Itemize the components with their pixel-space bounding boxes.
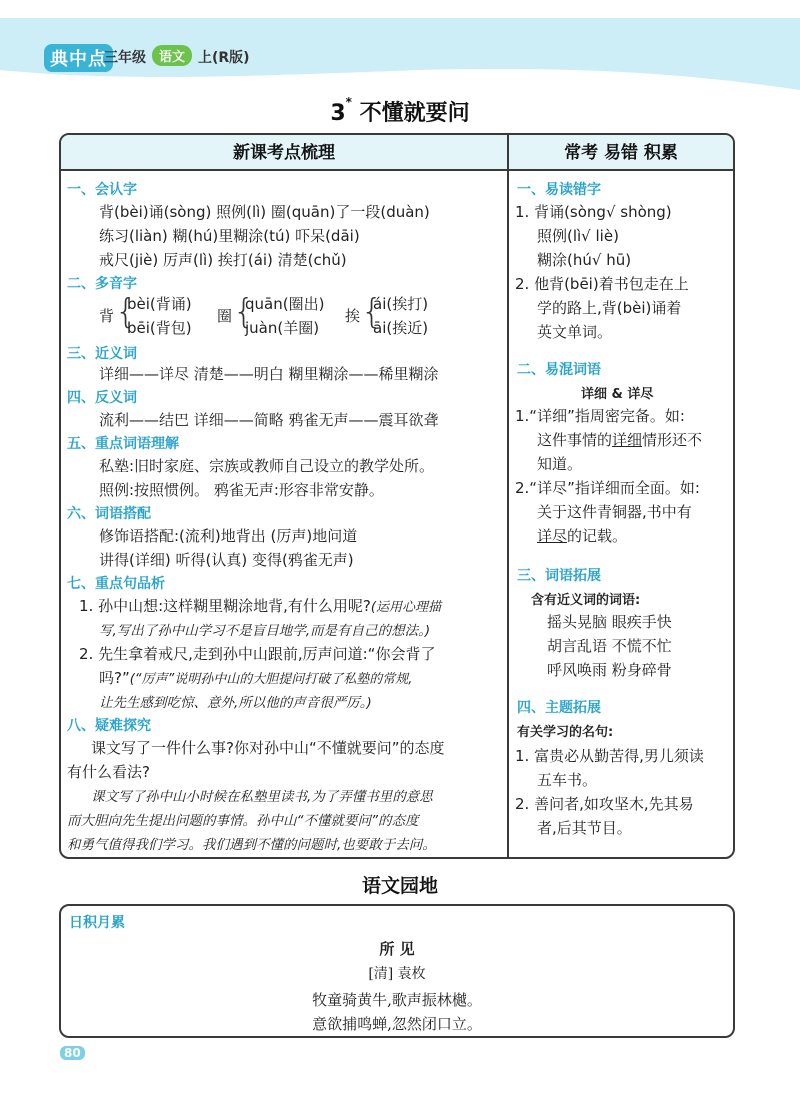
recognize-line-1: 背(bèi)诵(sòng) 照例(lì) 圈(quān)了一段(duàn): [99, 203, 430, 221]
theme-line-2: 五车书。: [537, 771, 598, 789]
confusing-line-1: 1.“详细”指周密完备。如:: [515, 407, 685, 425]
sentence-2-text-b: 吗?”: [99, 669, 130, 687]
collocation-line-2: 讲得(详细) 听得(认真) 变得(鸦雀无声): [99, 551, 354, 569]
garden-frame: [59, 904, 735, 1038]
key-word-line-1: 私塾:旧时家庭、宗族或教师自己设立的教学处所。: [99, 457, 435, 475]
theme-line-3: 2. 善问者,如攻坚木,先其易: [515, 795, 694, 813]
collocation-line-1: 修饰语搭配:(流利)地背出 (厉声)地问道: [99, 527, 358, 545]
polyphone-quan-b: juàn(羊圈): [245, 319, 320, 337]
section-collocations: 六、词语搭配: [67, 506, 151, 522]
column-divider: [507, 135, 509, 859]
polyphone-char-bei: 背: [99, 307, 115, 325]
sentence-1-note-b: 写,写出了孙中山学习不是盲目地学,而是有自己的想法。): [99, 623, 431, 639]
sentence-2-note-b: 让先生感到吃惊、意外,所以他的声音很严厉。): [99, 695, 372, 711]
polyphone-bei-a: bèi(背诵): [127, 295, 192, 313]
garden-section-label: 日积月累: [69, 915, 125, 931]
edition-label: 上(R版): [198, 50, 250, 66]
polyphone-char-quan: 圈: [217, 307, 233, 325]
poem-line-1: 牧童骑黄牛,歌声振林樾。: [312, 991, 482, 1009]
section-key-words: 五、重点词语理解: [67, 436, 179, 452]
lesson-number: 3: [330, 101, 346, 126]
polyphone-char-ai: 挨: [345, 307, 361, 325]
confusing-line-6: [537, 525, 627, 546]
lesson-name: 不懂就要问: [359, 101, 470, 126]
misread-line-5: 学的路上,背(bèi)诵着: [537, 299, 682, 317]
polyphone-ai-b: āi(挨近): [373, 319, 429, 337]
word-expansion-subtitle: 含有近义词的词语:: [531, 593, 641, 608]
page-number: 80: [60, 1046, 85, 1060]
sentence-1: [79, 595, 441, 616]
inquiry-answer-1: 课文写了孙中山小时候在私塾里读书,为了弄懂书里的意思: [91, 789, 433, 805]
page-header: [0, 0, 800, 96]
section-theme-expansion: 四、主题拓展: [517, 700, 601, 716]
misread-line-2: 照例(lì√ liè): [537, 227, 619, 245]
subject-badge: 语文: [152, 45, 192, 66]
poem-title: 所 见: [379, 940, 415, 958]
brace-icon: {: [233, 292, 255, 332]
key-word-line-2: 照例:按照惯例。 鸦雀无声:形容非常安静。: [99, 481, 384, 499]
grade-label: 三年级: [104, 50, 146, 66]
confusing-line-2-underlined: 详细: [612, 431, 643, 449]
inquiry-question-1: 课文写了一件什么事?你对孙中山“不懂就要问”的态度: [91, 739, 445, 757]
sentence-2: 2. 先生拿着戒尺,走到孙中山跟前,厉声问道:“你会背了: [79, 645, 436, 663]
brand-logo: 典中点: [44, 44, 113, 72]
section-misread-chars: 一、易读错字: [517, 182, 601, 198]
inquiry-answer-3: 和勇气值得我们学习。我们遇到不懂的问题时,也要敢于去问。: [67, 837, 436, 853]
confusing-line-2b: 情形还不: [642, 431, 703, 449]
synonyms-line: 详细——详尽 清楚——明白 糊里糊涂——稀里糊涂: [99, 365, 439, 383]
poem-line-2: 意欲捕鸣蝉,忽然闭口立。: [312, 1015, 482, 1033]
theme-line-4: 者,后其节目。: [537, 819, 632, 837]
misread-line-4: 2. 他背(bēi)着书包走在上: [515, 275, 689, 293]
sentence-1-text: 1. 孙中山想:这样糊里糊涂地背,有什么用呢?: [79, 597, 371, 615]
misread-line-1: 1. 背诵(sòng√ shòng): [515, 203, 672, 221]
confusing-line-2a: 这件事情的: [537, 431, 613, 449]
section-word-expansion: 三、词语拓展: [517, 568, 601, 584]
confusing-line-3: 知道。: [537, 455, 583, 473]
poem-author: [清] 袁枚: [368, 966, 426, 982]
section-inquiry: 八、疑难探究: [67, 718, 151, 734]
misread-line-3: 糊涂(hú√ hū): [537, 251, 632, 269]
word-expansion-row-2: 胡言乱语 不慌不忙: [547, 637, 672, 655]
section-polyphones: 二、多音字: [67, 276, 137, 292]
sentence-2-line-b: [99, 667, 412, 688]
confusing-line-4: 2.“详尽”指详细而全面。如:: [515, 479, 700, 497]
confusing-line-6b: 的记载。: [567, 527, 628, 545]
inquiry-answer-2: 而大胆向先生提出问题的事情。孙中山“不懂就要问”的态度: [67, 813, 419, 829]
sentence-1-note-a: (运用心理描: [370, 600, 441, 615]
word-expansion-row-1: 摇头晃脑 眼疾手快: [547, 613, 672, 631]
left-column-heading: 新课考点梳理: [61, 135, 507, 171]
confusing-words-subtitle: 详细 & 详尽: [581, 387, 654, 402]
brace-icon: {: [115, 292, 137, 332]
confusing-line-2: [537, 429, 702, 450]
sentence-2-note-a: (“厉声”说明孙中山的大胆提问打破了私塾的常规,: [129, 672, 413, 687]
section-synonyms: 三、近义词: [67, 346, 137, 362]
lesson-title: [0, 96, 800, 127]
recognize-line-2: 练习(liàn) 糊(hú)里糊涂(tú) 吓呆(dāi): [99, 227, 360, 245]
section-key-sentences: 七、重点句品析: [67, 576, 165, 592]
garden-title: 语文园地: [361, 875, 438, 897]
theme-subtitle: 有关学习的名句:: [517, 725, 614, 740]
word-expansion-row-3: 呼风唤雨 粉身碎骨: [547, 661, 672, 679]
section-recognize-chars: 一、会认字: [67, 182, 137, 198]
study-notes-frame: [59, 133, 735, 859]
inquiry-question-2: 有什么看法?: [67, 763, 150, 781]
polyphone-quan-a: quān(圈出): [245, 295, 325, 313]
right-column-heading: 常考 易错 积累: [507, 135, 733, 171]
confusing-line-5: 关于这件青铜器,书中有: [537, 503, 692, 521]
antonyms-line: 流利——结巴 详细——简略 鸦雀无声——震耳欲聋: [99, 411, 439, 429]
section-confusing-words: 二、易混词语: [517, 362, 601, 378]
section-antonyms: 四、反义词: [67, 390, 137, 406]
polyphone-bei-b: bēi(背包): [127, 319, 192, 337]
recognize-line-3: 戒尺(jiè) 厉声(lì) 挨打(ái) 清楚(chǔ): [99, 251, 347, 269]
theme-line-1: 1. 富贵必从勤苦得,男儿须读: [515, 747, 704, 765]
confusing-line-6-underlined: 详尽: [537, 527, 568, 545]
misread-line-6: 英文单词。: [537, 323, 613, 341]
lesson-mark: *: [345, 94, 352, 109]
brace-icon: {: [361, 292, 383, 332]
polyphone-ai-a: ái(挨打): [373, 295, 429, 313]
